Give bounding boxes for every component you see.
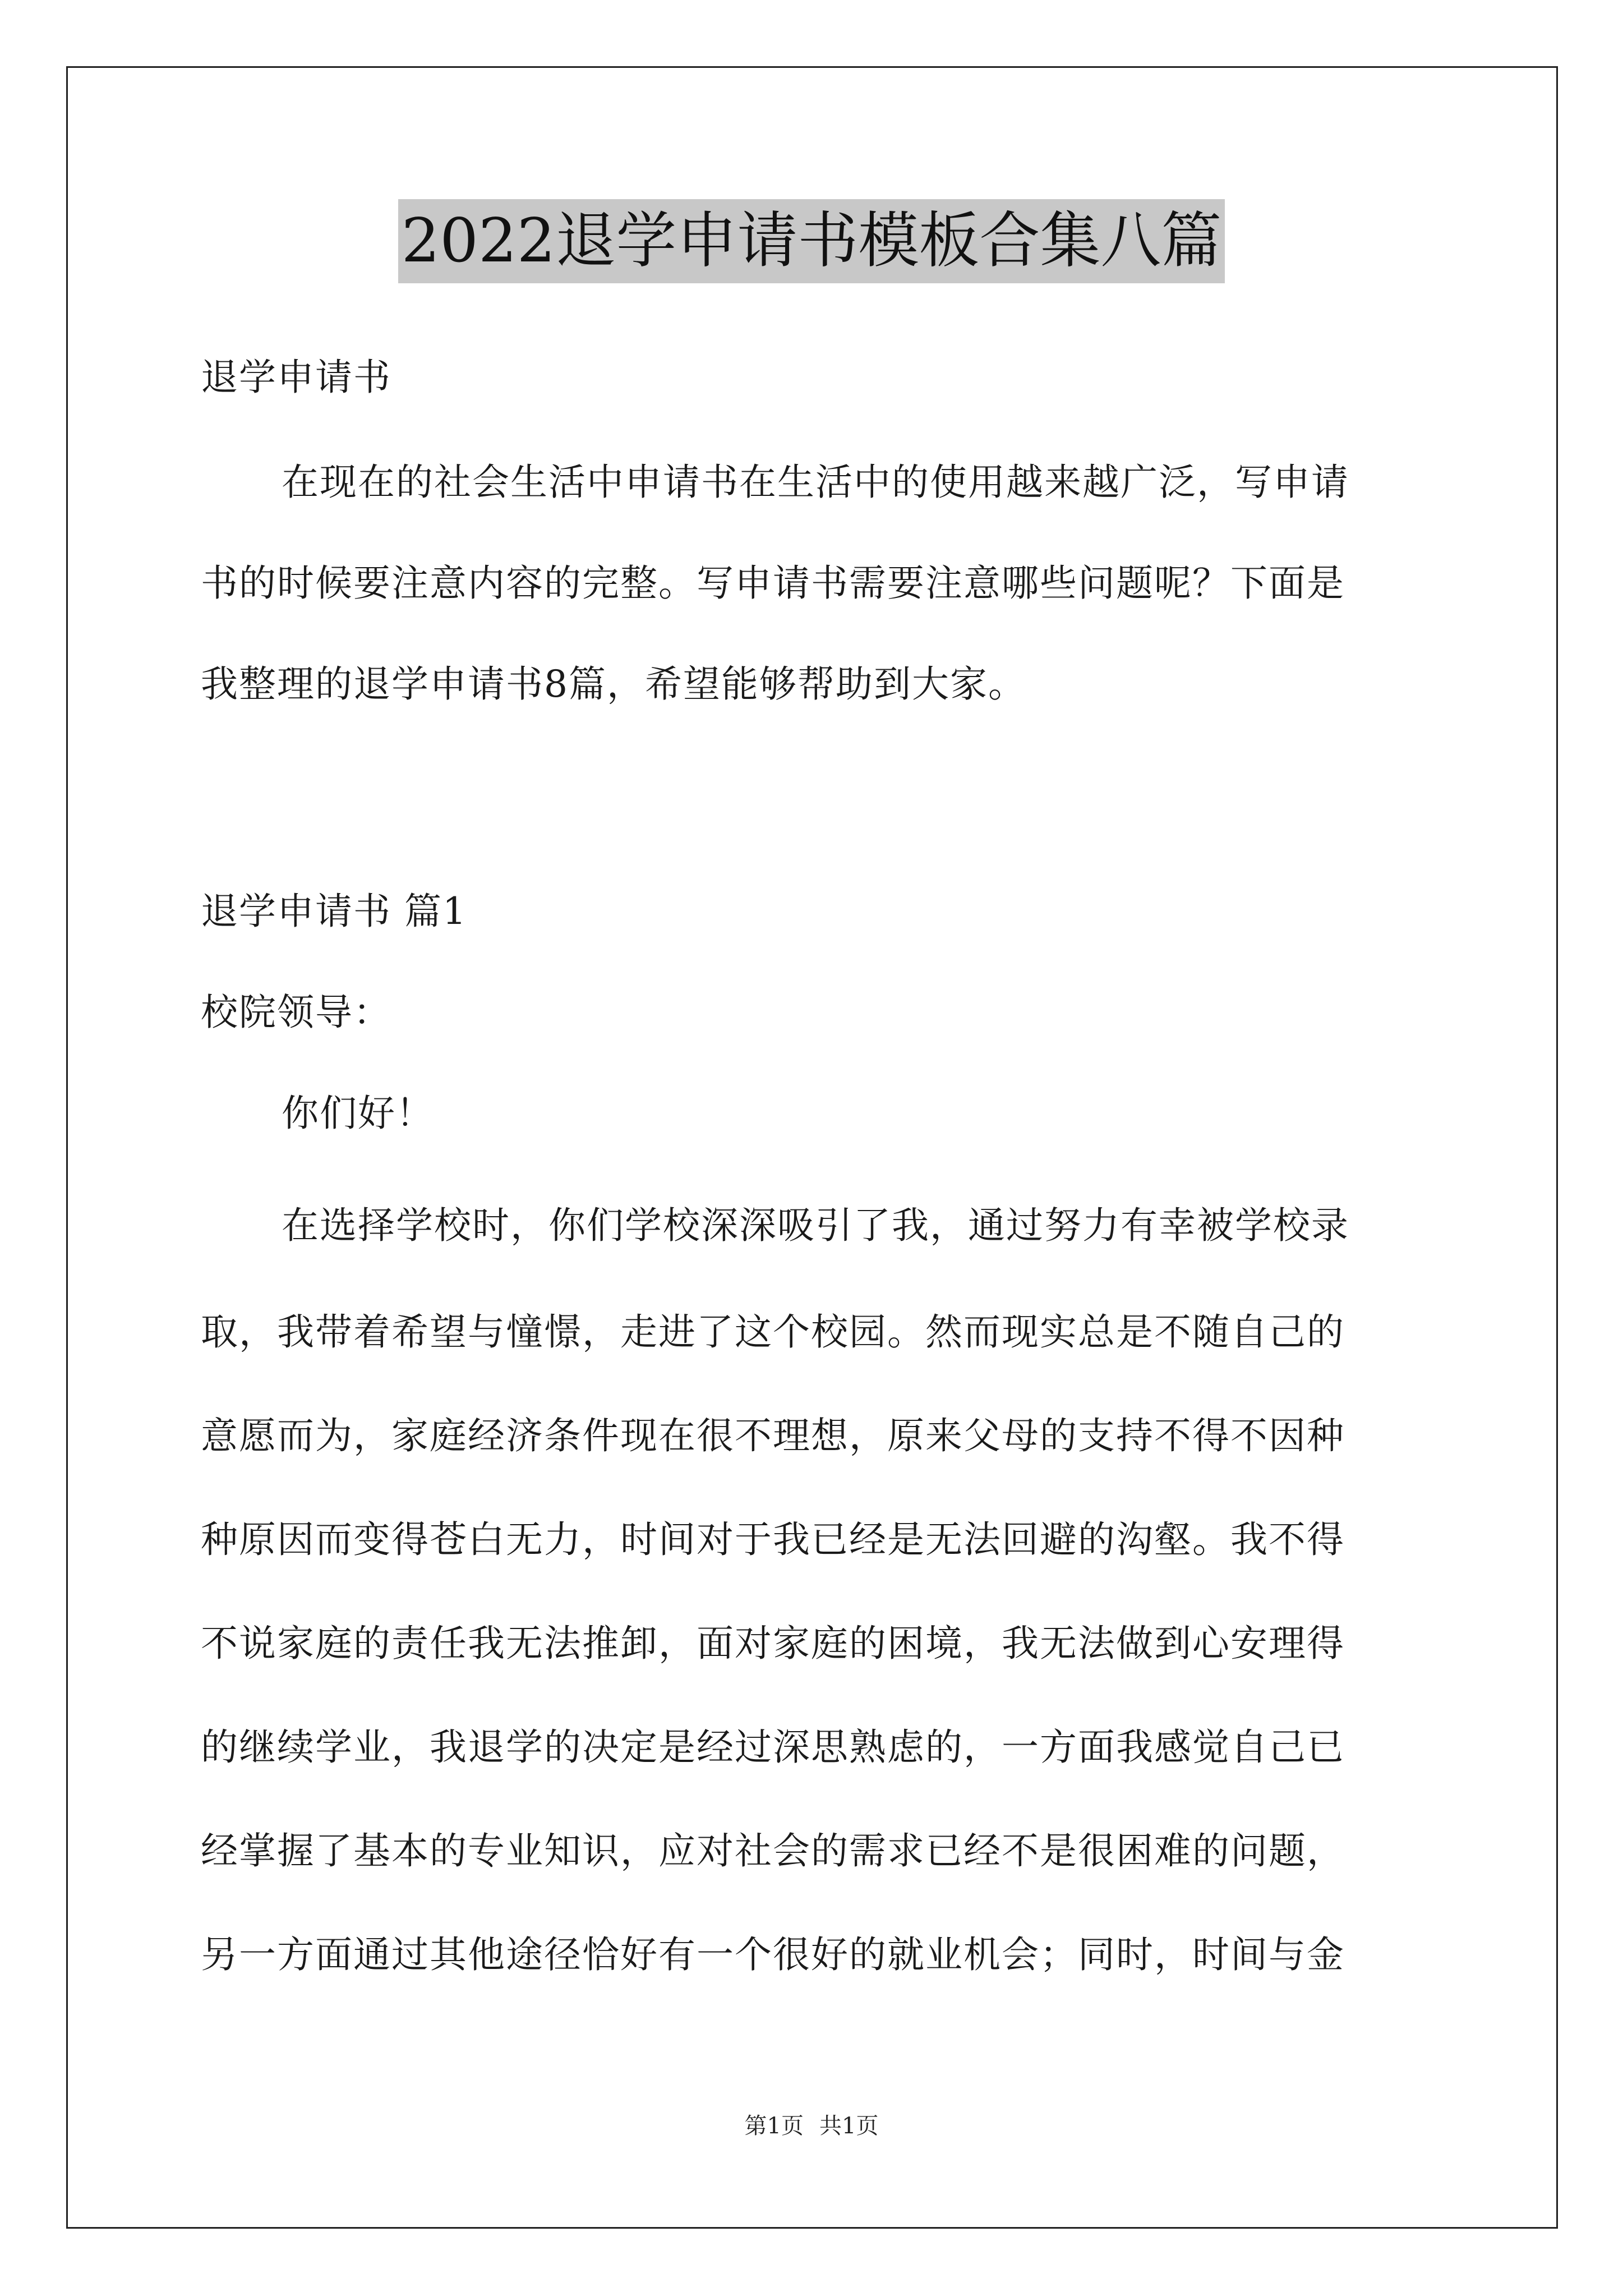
title-container [0,199,1623,283]
section-heading: 退学申请书 篇1 [201,890,467,933]
greeting: 你们好！ [282,1092,434,1135]
salutation: 校院领导： [201,991,391,1034]
intro-line-3: 我整理的退学申请书8篇，希望能够帮助到大家。 [201,662,1026,706]
body-line-1: 在选择学校时，你们学校深深吸引了我，通过努力有幸被学校录 [282,1204,1349,1247]
intro-heading: 退学申请书 [201,356,391,399]
body-line-6: 的继续学业，我退学的决定是经过深思熟虑的，一方面我感觉自己已 [201,1726,1345,1769]
intro-line-1: 在现在的社会生活中申请书在生活中的使用越来越广泛，写申请 [282,461,1349,504]
body-line-3: 意愿而为，家庭经济条件现在很不理想，原来父母的支持不得不因种 [201,1414,1345,1457]
body-line-7: 经掌握了基本的专业知识，应对社会的需求已经不是很困难的问题， [201,1829,1345,1872]
body-line-5: 不说家庭的责任我无法推卸，面对家庭的困境，我无法做到心安理得 [201,1622,1345,1665]
page-number-current: 第1页 [744,2113,804,2139]
intro-line-2: 书的时候要注意内容的完整。写申请书需要注意哪些问题呢？下面是 [201,562,1345,605]
body-line-8: 另一方面通过其他途径恰好有一个很好的就业机会；同时，时间与金 [201,1933,1345,1976]
page-footer [0,2109,1623,2143]
document-title: 2022退学申请书模板合集八篇 [398,199,1225,283]
body-line-2: 取，我带着希望与憧憬，走进了这个校园。然而现实总是不随自己的 [201,1310,1345,1354]
body-line-4: 种原因而变得苍白无力，时间对于我已经是无法回避的沟壑。我不得 [201,1518,1345,1561]
page-number-total: 共1页 [819,2113,879,2139]
